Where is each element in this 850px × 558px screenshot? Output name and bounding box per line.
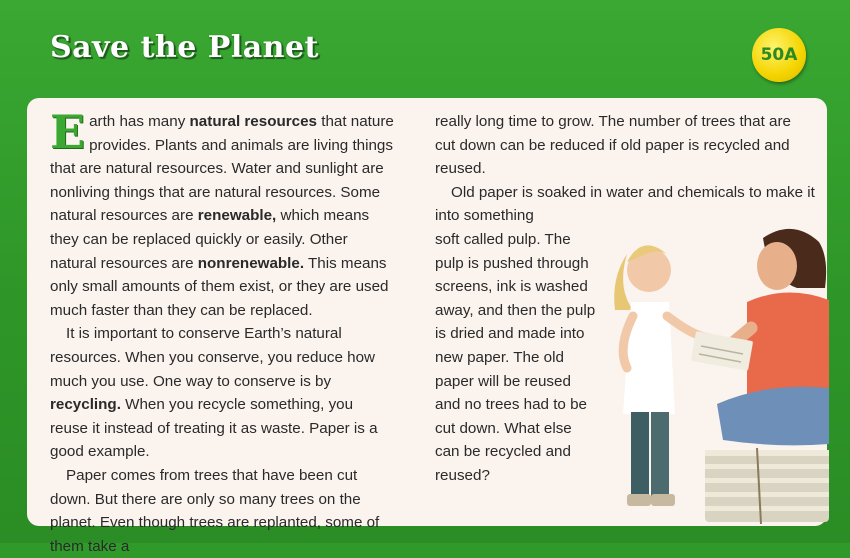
text: When you recycle something, you reuse it instead of treating it as waste. Paper is a good example. — [50, 396, 378, 461]
text: that nature provides. Plants and animals are living things that are natural resources. Water and sunlight are nonliving things that are natural resources. Some natural resources are — [50, 113, 394, 225]
paragraph-5-body: soft called pulp. The pulp is pushed through screens, ink is washed away, and then the pulp is dried and made into new paper. The old paper will be reused and no trees had to be cut down. What else can be recycled and reused? — [435, 230, 596, 484]
newspaper-stack — [705, 448, 829, 524]
woman-figure — [691, 229, 829, 445]
text: which means they can be replaced quickly or easily. Other natural resources are — [50, 207, 370, 272]
text: This means only small amounts of them exist, or they are used much faster than they can be replaced. — [50, 254, 389, 319]
term-renewable: renewable, — [197, 207, 277, 225]
term-natural-resources: natural resources — [189, 113, 317, 130]
paragraph-2 — [50, 322, 395, 464]
paragraph-1 — [50, 105, 395, 322]
paragraph-4: really long time to grow. The number of trees that are cut down can be reduced if old paper is recycled and reused. — [435, 113, 791, 178]
column-left — [50, 105, 395, 558]
drop-cap: E — [50, 105, 86, 159]
girl-figure — [614, 245, 709, 506]
page-title: Save the Planet — [50, 30, 319, 65]
text: arth has many — [89, 113, 190, 130]
page-number-badge — [752, 28, 806, 82]
badge-label: 50A — [760, 45, 798, 65]
paragraph-5-intro: Old paper is soaked in water and chemicals to make it into something — [435, 183, 815, 225]
content-panel — [27, 98, 827, 555]
text: It is important to conserve Earth’s natural resources. When you conserve, you reduce how much you use. One way to conserve is by — [50, 325, 376, 390]
recycling-photo — [597, 218, 829, 526]
paragraph-3: Paper comes from trees that have been cut down. But there are only so many trees on the planet. Even though trees are replanted, some of them take a — [50, 466, 380, 555]
term-recycling: recycling. — [50, 396, 121, 414]
term-nonrenewable: nonrenewable. — [197, 254, 305, 272]
